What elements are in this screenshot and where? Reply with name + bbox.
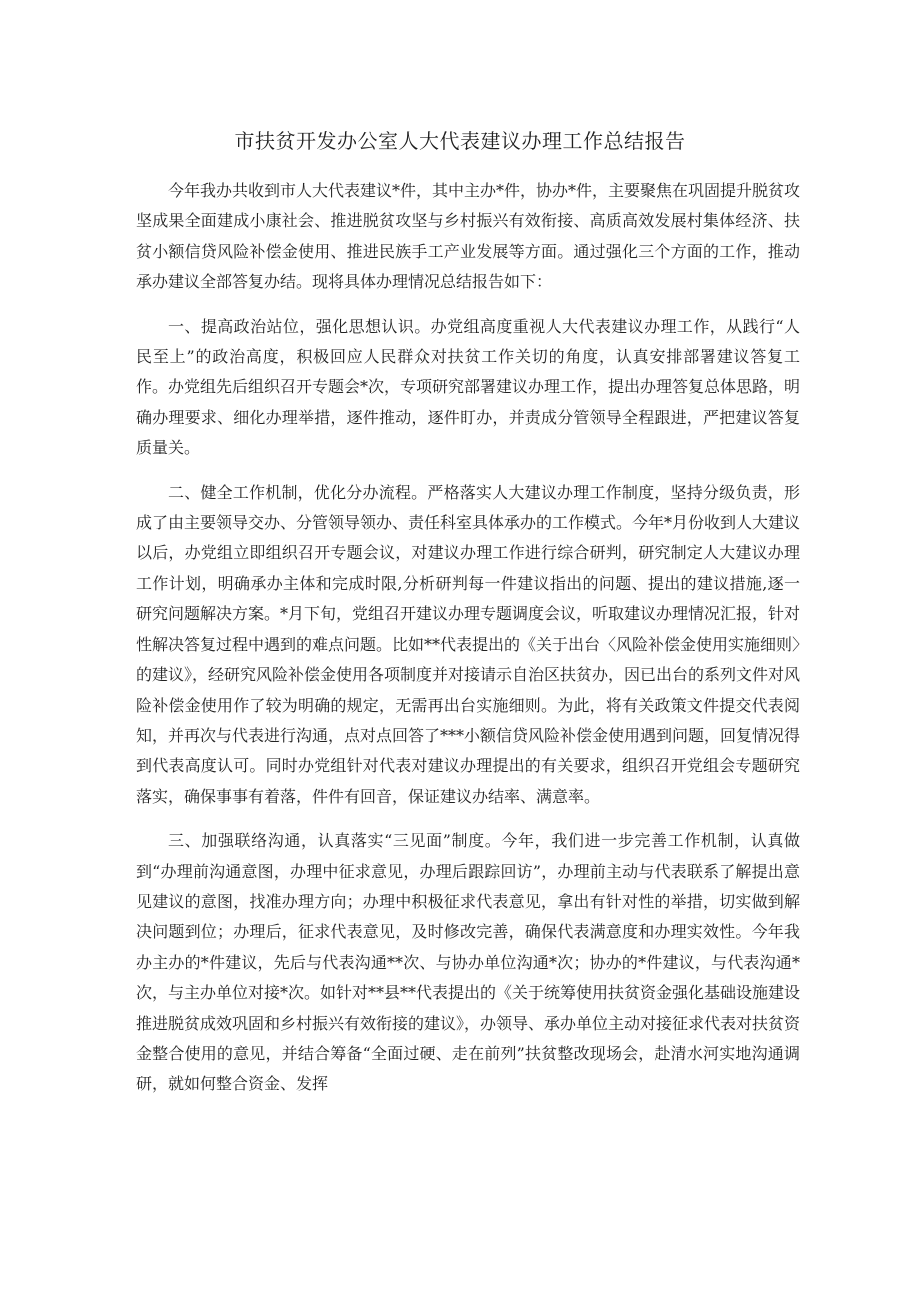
paragraph-intro: 今年我办共收到市人大代表建议*件，其中主办*件，协办*件，主要聚焦在巩固提升脱贫攻坚成果全面建成小康社会、推进脱贫攻坚与乡村振兴有效衔接、高质高效发展村集体经济、扶贫小额信贷风险补偿金使用、推进民族手工产业发展等方面。通过强化三个方面的工作，推动承办建议全部答复办结。现将具体办理情况总结报告如下： bbox=[136, 181, 801, 292]
paragraph-section-2: 二、健全工作机制，优化分办流程。严格落实人大建议办理工作制度，坚持分级负责，形成了由主要领导交办、分管领导领办、责任科室具体承办的工作模式。今年*月份收到人大建议以后，办党组立即组织召开专题会议，对建议办理工作进行综合研判，研究制定人大建议办理工作计划，明确承办主体和完成时限,分析研判每一件建议指出的问题、提出的建议措施,逐一研究问题解决方案。*月下旬，党组召开建议办理专题调度会议，听取建议办理情况汇报，针对性解决答复过程中遇到的难点问题。比如**代表提出的《关于出台〈风险补偿金使用实施细则〉的建议》，经研究风险补偿金使用各项制度并对接请示自治区扶贫办，因已出台的系列文件对风险补偿金使用作了较为明确的规定，无需再出台实施细则。为此，将有关政策文件提交代表阅知，并再次与代表进行沟通，点对点回答了***小额信贷风险补偿金使用遇到问题，回复情况得到代表高度认可。同时办党组针对代表对建议办理提出的有关要求，组织召开党组会专题研究落实，确保事事有着落，件件有回音，保证建议办结率、满意率。 bbox=[136, 482, 801, 806]
paragraph-section-1: 一、提高政治站位，强化思想认识。办党组高度重视人大代表建议办理工作，从践行“人民至上”的政治高度，积极回应人民群众对扶贫工作关切的角度，认真安排部署建议答复工作。办党组先后组织召开专题会*次，专项研究部署建议办理工作，提出办理答复总体思路，明确办理要求、细化办理举措，逐件推动，逐件盯办，并责成分管领导全程跟进，严把建议答复质量关。 bbox=[136, 316, 801, 458]
document-body bbox=[136, 176, 800, 1114]
paragraph-section-3: 三、加强联络沟通，认真落实“三见面”制度。今年，我们进一步完善工作机制，认真做到“办理前沟通意图，办理中征求意见，办理后跟踪回访”，办理前主动与代表联系了解提出意见建议的意图，找准办理方向；办理中积极征求代表意见，拿出有针对性的举措，切实做到解决问题到位；办理后，征求代表意见，及时修改完善，确保代表满意度和办理实效性。今年我办主办的*件建议，先后与代表沟通**次、与协办单位沟通*次；协办的*件建议，与代表沟通*次，与主办单位对接*次。如针对**县**代表提出的《关于统筹使用扶贫资金强化基础设施建设推进脱贫成效巩固和乡村振兴有效衔接的建议》，办领导、承办单位主动对接征求代表对扶贫资金整合使用的意见，并结合筹备“全面过硬、走在前列”扶贫整改现场会，赴清水河实地沟通调研，就如何整合资金、发挥 bbox=[136, 831, 801, 1094]
document-title: 市扶贫开发办公室人大代表建议办理工作总结报告 bbox=[234, 129, 686, 153]
